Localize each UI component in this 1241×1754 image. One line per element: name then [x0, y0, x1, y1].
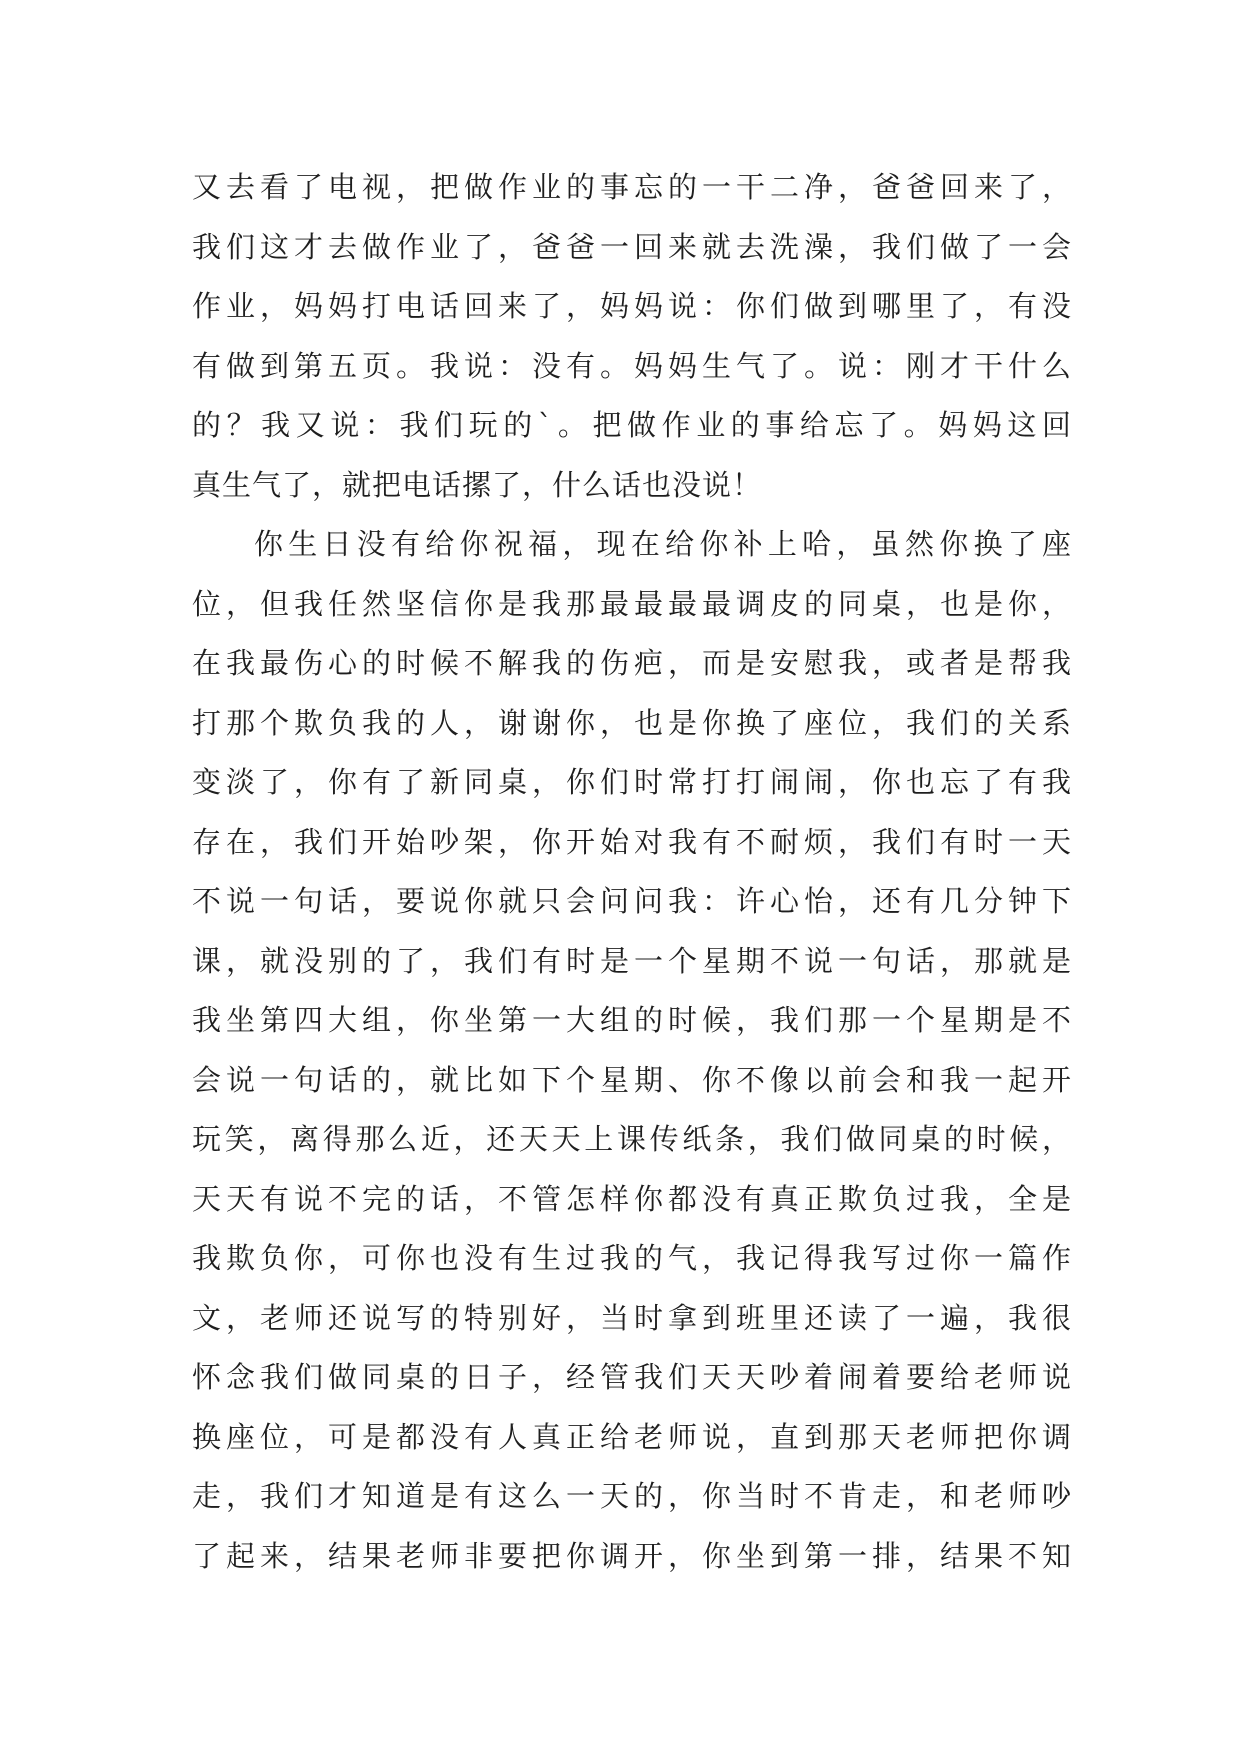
text-line: 在我最伤心的时候不解我的伤疤，而是安慰我，或者是帮我: [192, 646, 1072, 680]
text-line: 换座位，可是都没有人真正给老师说，直到那天老师把你调: [192, 1419, 1072, 1454]
text-line: 玩笑，离得那么近，还天天上课传纸条，我们做同桌的时候，: [192, 1122, 1072, 1156]
paragraph-end-line: 真生气了，就把电话摞了，什么话也没说！: [192, 467, 763, 502]
text-line: 会说一句话的，就比如下个星期、你不像以前会和我一起开: [192, 1062, 1072, 1097]
text-line: 我们这才去做作业了，爸爸一回来就去洗澡，我们做了一会: [192, 229, 1072, 264]
text-line: 我欺负你，可你也没有生过我的气，我记得我写过你一篇作: [192, 1241, 1072, 1275]
body-text: [192, 158, 1072, 1586]
text-line: 课，就没别的了，我们有时是一个星期不说一句话，那就是: [192, 943, 1072, 978]
text-line: 不说一句话，要说你就只会问问我：许心怡，还有几分钟下: [192, 884, 1072, 918]
text-line: 变淡了，你有了新同桌，你们时常打打闹闹，你也忘了有我: [192, 765, 1072, 799]
paragraph-start-line: 你生日没有给你祝福，现在给你补上哈，虽然你换了座: [254, 527, 1072, 561]
text-line: 天天有说不完的话，不管怎样你都没有真正欺负过我，全是: [192, 1181, 1072, 1216]
text-line: 作业，妈妈打电话回来了，妈妈说：你们做到哪里了，有没: [192, 289, 1072, 323]
text-line: 怀念我们做同桌的日子，经管我们天天吵着闹着要给老师说: [192, 1360, 1072, 1394]
text-line: 有做到第五页。我说：没有。妈妈生气了。说：刚才干什么: [192, 348, 1072, 383]
text-line: 走，我们才知道是有这么一天的，你当时不肯走，和老师吵: [192, 1479, 1072, 1513]
text-line: 我坐第四大组，你坐第一大组的时候，我们那一个星期是不: [192, 1003, 1072, 1037]
text-line: 了起来，结果老师非要把你调开，你坐到第一排，结果不知: [192, 1538, 1072, 1573]
text-line: 位，但我任然坚信你是我那最最最最调皮的同桌，也是你，: [192, 586, 1072, 621]
text-line: 打那个欺负我的人，谢谢你，也是你换了座位，我们的关系: [192, 705, 1072, 740]
text-line: 存在，我们开始吵架，你开始对我有不耐烦，我们有时一天: [192, 824, 1072, 859]
text-line: 的？我又说：我们玩的`。把做作业的事给忘了。妈妈这回: [192, 408, 1072, 442]
text-line: 又去看了电视，把做作业的事忘的一干二净，爸爸回来了，: [192, 170, 1072, 204]
text-line: 文，老师还说写的特别好，当时拿到班里还读了一遍，我很: [192, 1300, 1072, 1335]
